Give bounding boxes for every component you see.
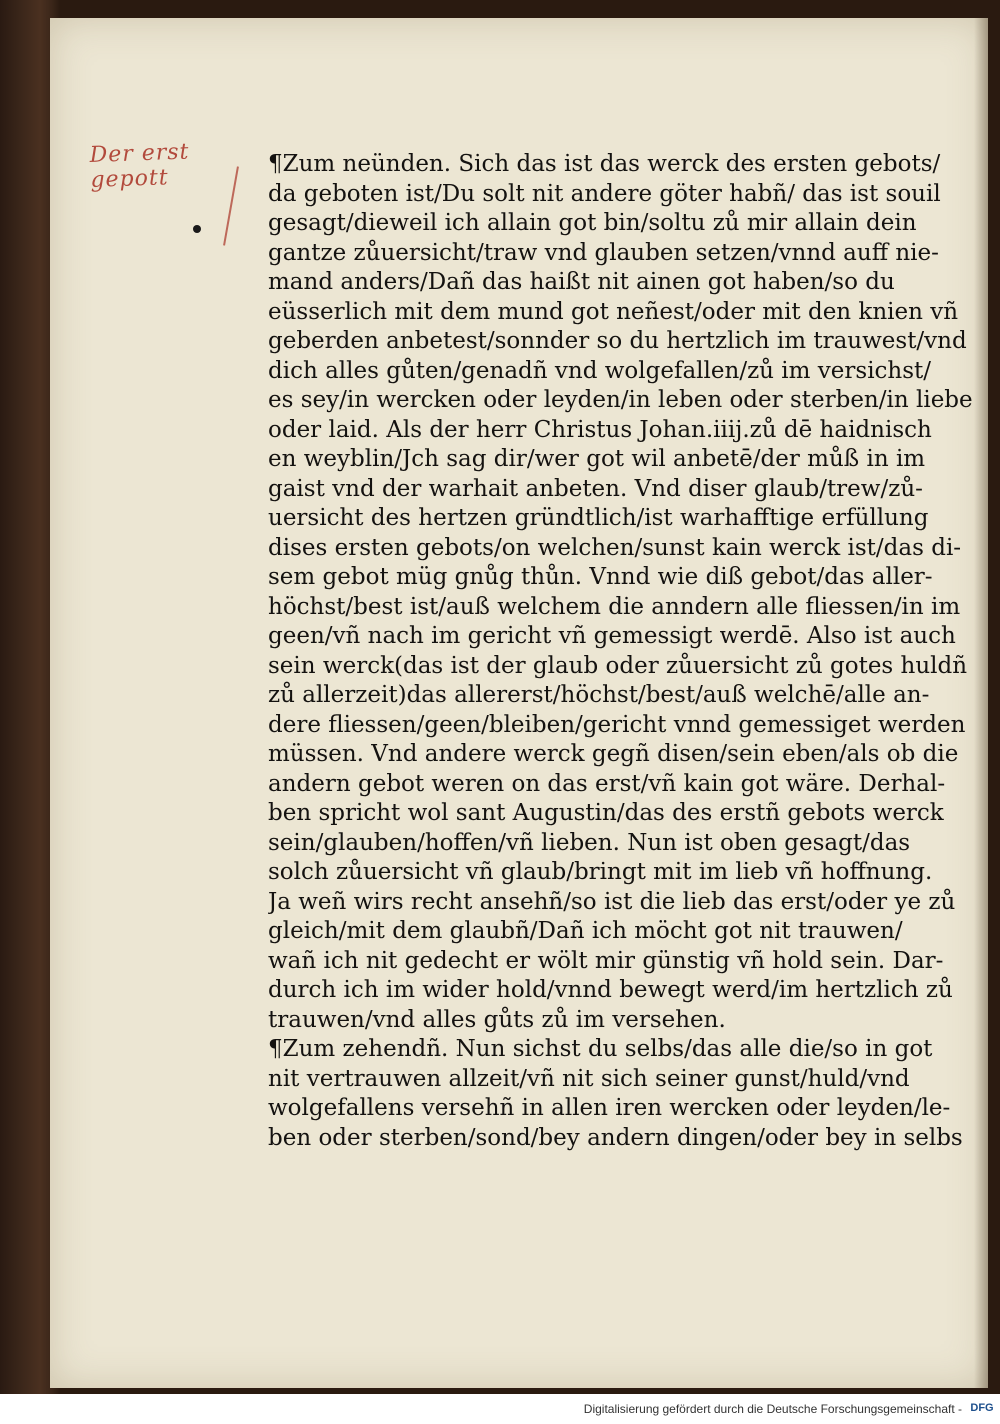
- text-line: dere fliessen/geen/bleiben/gericht vnnd gemessiget werden: [268, 711, 966, 738]
- text-line: dises ersten gebots/on welchen/sunst kain werck ist/das di-: [268, 534, 962, 561]
- text-line: gaist vnd der warhait anbeten. Vnd diser glaub/trew/zů-: [268, 475, 923, 502]
- margin-note-handwritten: Der erst gepott: [89, 139, 190, 193]
- text-line: oder laid. Als der herr Christus Johan.iiij.zů dē haidnisch: [268, 416, 932, 443]
- text-line: trauwen/vnd alles gůts zů im versehen.: [268, 1006, 726, 1033]
- text-line: geen/vñ nach im gericht vñ gemessigt werdē. Also ist auch: [268, 623, 956, 649]
- text-line: sein werck(das ist der glaub oder zůuersicht zů gotes huldñ: [268, 652, 968, 679]
- dfg-logo: DFG: [970, 1402, 994, 1414]
- text-line: uersicht des hertzen gründtlich/ist warhafftige erfüllung: [268, 505, 929, 531]
- text-line: geberden anbetest/sonnder so du hertzlich im trauwest/vnd: [268, 328, 967, 354]
- text-line: andern gebot weren on das erst/vñ kain got wäre. Derhal-: [268, 770, 946, 797]
- text-line: da geboten ist/Du solt nit andere göter habñ/ das ist souil: [268, 180, 941, 207]
- text-line: wañ ich nit gedecht er wölt mir günstig vñ hold sein. Dar-: [268, 947, 944, 974]
- text-line: eüsserlich mit dem mund got neñest/oder mit den knien vñ: [268, 298, 959, 325]
- text-line: sein/glauben/hoffen/vñ lieben. Nun ist oben gesagt/das: [268, 829, 911, 856]
- text-line: durch ich im wider hold/vnnd bewegt werd/im hertzlich zů: [268, 977, 953, 1003]
- text-line: wolgefallens versehñ in allen iren wercken oder leyden/le-: [268, 1095, 951, 1121]
- text-line: en weyblin/Jch sag dir/wer got wil anbetē/der můß in im: [268, 446, 926, 472]
- funding-credit: Digitalisierung gefördert durch die Deutsche Forschungsgemeinschaft -: [583, 1402, 962, 1416]
- text-line: gesagt/dieweil ich allain got bin/soltu zů mir allain dein: [268, 210, 917, 236]
- text-line: müssen. Vnd andere werck gegñ disen/sein eben/als ob die: [268, 741, 959, 767]
- blackletter-text-block: [268, 150, 980, 1153]
- margin-ink-dot: [193, 225, 201, 233]
- text-line: höchst/best ist/auß welchem die anndern alle fliessen/in im: [268, 593, 961, 620]
- text-line: mand anders/Dañ das haißt nit ainen got haben/so du: [268, 269, 895, 295]
- text-line: solch zůuersicht vñ glaub/bringt mit im lieb vñ hoffnung.: [268, 859, 933, 885]
- text-line: sem gebot müg gnůg thůn. Vnnd wie diß gebot/das aller-: [268, 564, 933, 590]
- text-line: es sey/in wercken oder leyden/in leben oder sterben/in liebe: [268, 387, 973, 413]
- text-line: ben oder sterben/sond/bey andern dingen/oder bey in selbs: [268, 1124, 963, 1151]
- text-line: zů allerzeit)das allererst/höchst/best/auß welchē/alle an-: [268, 682, 930, 708]
- footer-bar: [0, 1394, 1000, 1424]
- text-line: dich alles gůten/genadñ vnd wolgefallen/zů im versichst/: [268, 357, 932, 384]
- text-line: nit vertrauwen allzeit/vñ nit sich seiner gunst/huld/vnd: [268, 1065, 910, 1092]
- book-page: [50, 18, 988, 1388]
- text-line: ¶Zum zehendñ. Nun sichst du selbs/das alle die/so in got: [268, 1036, 933, 1062]
- text-line: ben spricht wol sant Augustin/das des erstñ gebots werck: [268, 800, 944, 826]
- text-line: gleich/mit dem glaubñ/Dañ ich möcht got nit trauwen/: [268, 918, 903, 944]
- text-line: ¶Zum neünden. Sich das ist das werck des ersten gebots/: [268, 151, 941, 177]
- text-line: gantze zůuersicht/traw vnd glauben setzen/vnnd auff nie-: [268, 239, 939, 266]
- text-line: Ja weñ wirs recht ansehñ/so ist die lieb das erst/oder ye zů: [268, 888, 956, 915]
